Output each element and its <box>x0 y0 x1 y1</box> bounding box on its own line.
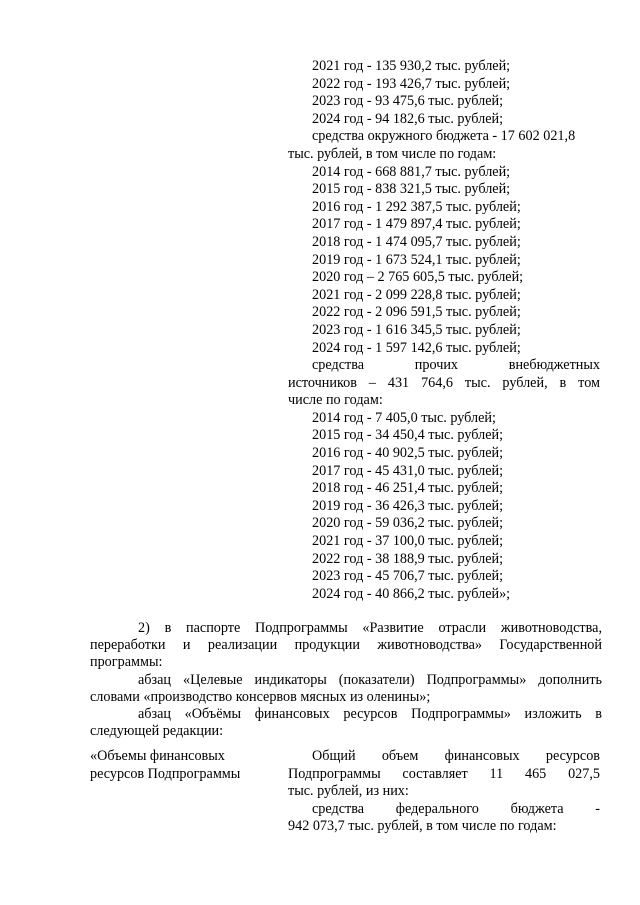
okrug-budget-heading-cont: тыс. рублей, в том числе по годам: <box>288 145 497 162</box>
year-line: 2024 год - 40 866,2 тыс. рублей»; <box>312 585 511 602</box>
paragraph-funding-volume: абзац «Объёмы финансовых ресурсов Подпрограммы» изложить в следующей редакции: <box>90 706 602 740</box>
amendment-paragraphs <box>90 620 602 740</box>
year-line: 2016 год - 1 292 387,5 тыс. рублей; <box>312 198 521 215</box>
year-line: 2017 год - 45 431,0 тыс. рублей; <box>312 462 504 479</box>
year-line: 2015 год - 838 321,5 тыс. рублей; <box>312 181 511 198</box>
year-line: 2020 год - 59 036,2 тыс. рублей; <box>312 515 504 532</box>
year-line: 2021 год - 135 930,2 тыс. рублей; <box>312 58 511 74</box>
year-line: 2016 год - 40 902,5 тыс. рублей; <box>312 445 504 462</box>
funding-continuation <box>288 58 600 603</box>
year-line: 2017 год - 1 479 897,4 тыс. рублей; <box>312 216 521 233</box>
other-years-list <box>288 410 600 604</box>
new-section-content <box>288 748 600 836</box>
year-line: 2021 год - 2 099 228,8 тыс. рублей; <box>312 286 521 303</box>
new-section-label <box>90 748 280 783</box>
federal-budget-line: средства федерального бюджета - <box>312 800 600 817</box>
total-funding-line: Подпрограммы составляет 11 465 027,5 <box>288 765 600 782</box>
year-line: 2022 год - 38 188,9 тыс. рублей; <box>312 550 504 567</box>
paragraph-item-2: 2) в паспорте Подпрограммы «Развитие отрасли животноводства, переработки и реализации продукции животноводства» Государственной программы: <box>90 620 602 671</box>
year-line: 2018 год - 1 474 095,7 тыс. рублей; <box>312 233 521 250</box>
okrug-budget-heading: средства окружного бюджета - 17 602 021,8 <box>312 128 576 145</box>
year-line: 2020 год – 2 765 605,5 тыс. рублей; <box>312 269 524 286</box>
total-funding-line: Общий объем финансовых ресурсов <box>312 748 600 764</box>
year-line: 2019 год - 36 426,3 тыс. рублей; <box>312 497 504 514</box>
year-line: 2014 год - 7 405,0 тыс. рублей; <box>312 409 496 426</box>
section-label-line: ресурсов Подпрограммы <box>90 765 241 782</box>
year-line: 2023 год - 93 475,6 тыс. рублей; <box>312 93 504 110</box>
section-label-line: «Объемы финансовых <box>90 748 225 764</box>
year-line: 2015 год - 34 450,4 тыс. рублей; <box>312 427 504 444</box>
federal-budget-line: 942 073,7 тыс. рублей, в том числе по годам: <box>288 818 557 835</box>
year-line: 2023 год - 1 616 345,5 тыс. рублей; <box>312 321 521 338</box>
other-sources-heading: средства прочих внебюджетных <box>312 357 600 374</box>
year-line: 2021 год - 37 100,0 тыс. рублей; <box>312 533 504 550</box>
year-line: 2018 год - 46 251,4 тыс. рублей; <box>312 480 504 497</box>
other-sources-heading-end: числе по годам: <box>288 392 383 409</box>
year-line: 2014 год - 668 881,7 тыс. рублей; <box>312 163 511 180</box>
year-line: 2022 год - 2 096 591,5 тыс. рублей; <box>312 304 521 321</box>
paragraph-indicators: абзац «Целевые индикаторы (показатели) Подпрограммы» дополнить словами «производство консервов мясных из оленины»; <box>90 671 602 705</box>
total-funding-line: тыс. рублей, из них: <box>288 783 409 800</box>
okrug-years-list <box>288 164 600 358</box>
year-line: 2022 год - 193 426,7 тыс. рублей; <box>312 75 511 92</box>
year-line: 2019 год - 1 673 524,1 тыс. рублей; <box>312 251 521 268</box>
other-sources-heading-cont: источников – 431 764,6 тыс. рублей, в том <box>288 374 600 391</box>
year-line: 2023 год - 45 706,7 тыс. рублей; <box>312 568 504 585</box>
year-line: 2024 год - 1 597 142,6 тыс. рублей; <box>312 339 521 356</box>
year-line: 2024 год - 94 182,6 тыс. рублей; <box>312 110 504 127</box>
federal-years-list <box>288 58 600 128</box>
